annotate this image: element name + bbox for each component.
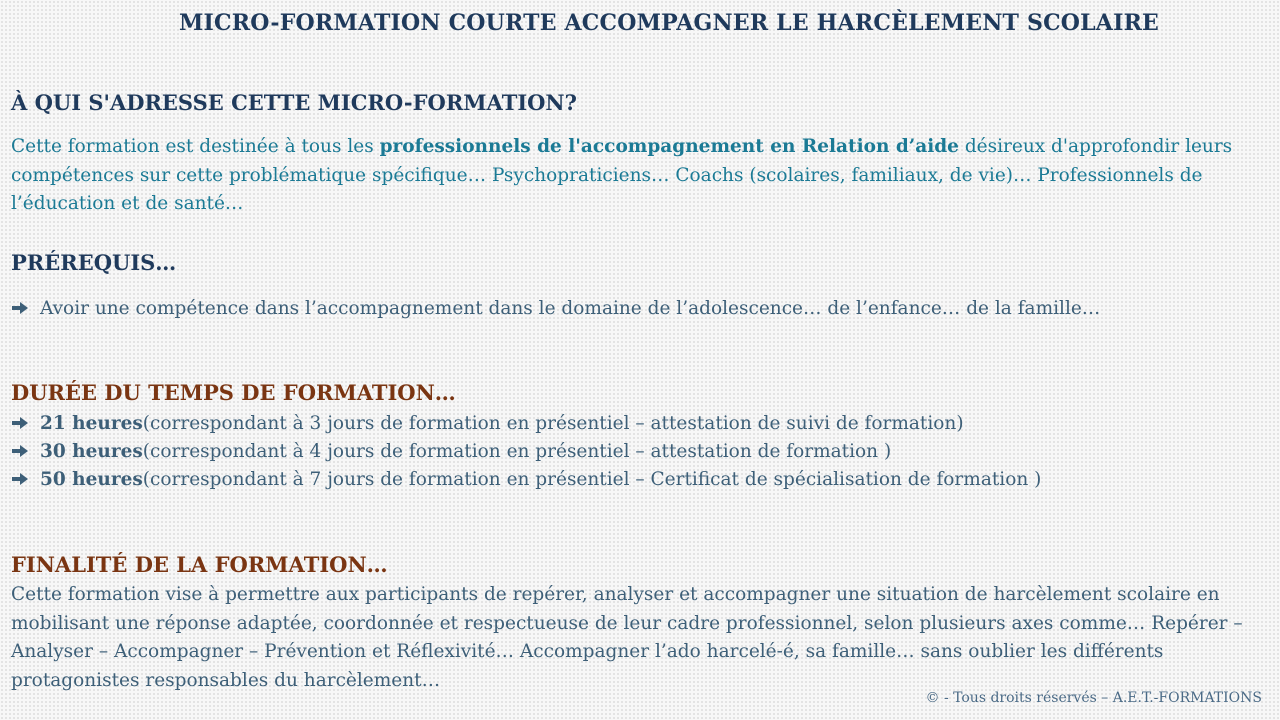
prerequisite-text: Avoir une compétence dans l’accompagnement dans le domaine de l’adolescence… de l’enfance… de la famille…	[40, 297, 1101, 319]
purpose-paragraph: Cette formation vise à permettre aux participants de repérer, analyser et accompagner une situation de harcèlement scolaire en mobilisant une réponse adaptée, coordonnée et respectueuse de leur cadre professionnel, selon plusieurs axes comme… Repérer – Analyser – Accompagner – Prévention et Réflexivité… Accompagner l’ado harcelé-é, sa famille… sans oublier les différents protagonistes responsables du harcèlement…	[11, 584, 1243, 691]
duration-detail: (correspondant à 3 jours de formation en présentiel – attestation de suivi de formation)	[142, 412, 964, 434]
prerequisite-item	[11, 294, 1100, 322]
duration-item	[11, 437, 891, 465]
audience-text-start: Cette formation est destinée à tous les	[11, 136, 380, 157]
section-heading-purpose: FINALITÉ DE LA FORMATION…	[11, 552, 388, 577]
duration-detail: (correspondant à 4 jours de formation en présentiel – attestation de formation )	[142, 440, 892, 462]
audience-text-end: désireux d'approfondir leurs compétences sur cette problématique spécifique… Psychopraticiens… Coachs (scolaires, familiaux, de vie)… Professionnels de l’éducation et de santé…	[11, 136, 1233, 214]
duration-item	[11, 465, 1041, 493]
section-heading-audience: À QUI S'ADRESSE CETTE MICRO-FORMATION?	[11, 90, 577, 115]
arrow-right-icon	[11, 472, 29, 486]
duration-hours: 21 heures	[40, 412, 143, 434]
audience-paragraph	[11, 133, 1273, 219]
arrow-right-icon	[11, 301, 29, 315]
arrow-right-icon	[11, 416, 29, 430]
arrow-right-icon	[11, 444, 29, 458]
section-heading-prerequisites: PRÉREQUIS…	[11, 250, 177, 275]
duration-detail: (correspondant à 7 jours de formation en présentiel – Certificat de spécialisation de formation )	[142, 468, 1042, 490]
duration-hours: 50 heures	[40, 468, 143, 490]
duration-item	[11, 409, 964, 437]
duration-hours: 30 heures	[40, 440, 143, 462]
section-heading-duration: DURÉE DU TEMPS DE FORMATION…	[11, 380, 456, 405]
page-title: MICRO-FORMATION COURTE ACCOMPAGNER LE HARCÈLEMENT SCOLAIRE	[178, 10, 1160, 36]
copyright-footer: © - Tous droits réservés – A.E.T.-FORMATIONS	[925, 690, 1262, 706]
audience-text-highlight: professionnels de l'accompagnement en Relation d’aide	[379, 136, 959, 157]
